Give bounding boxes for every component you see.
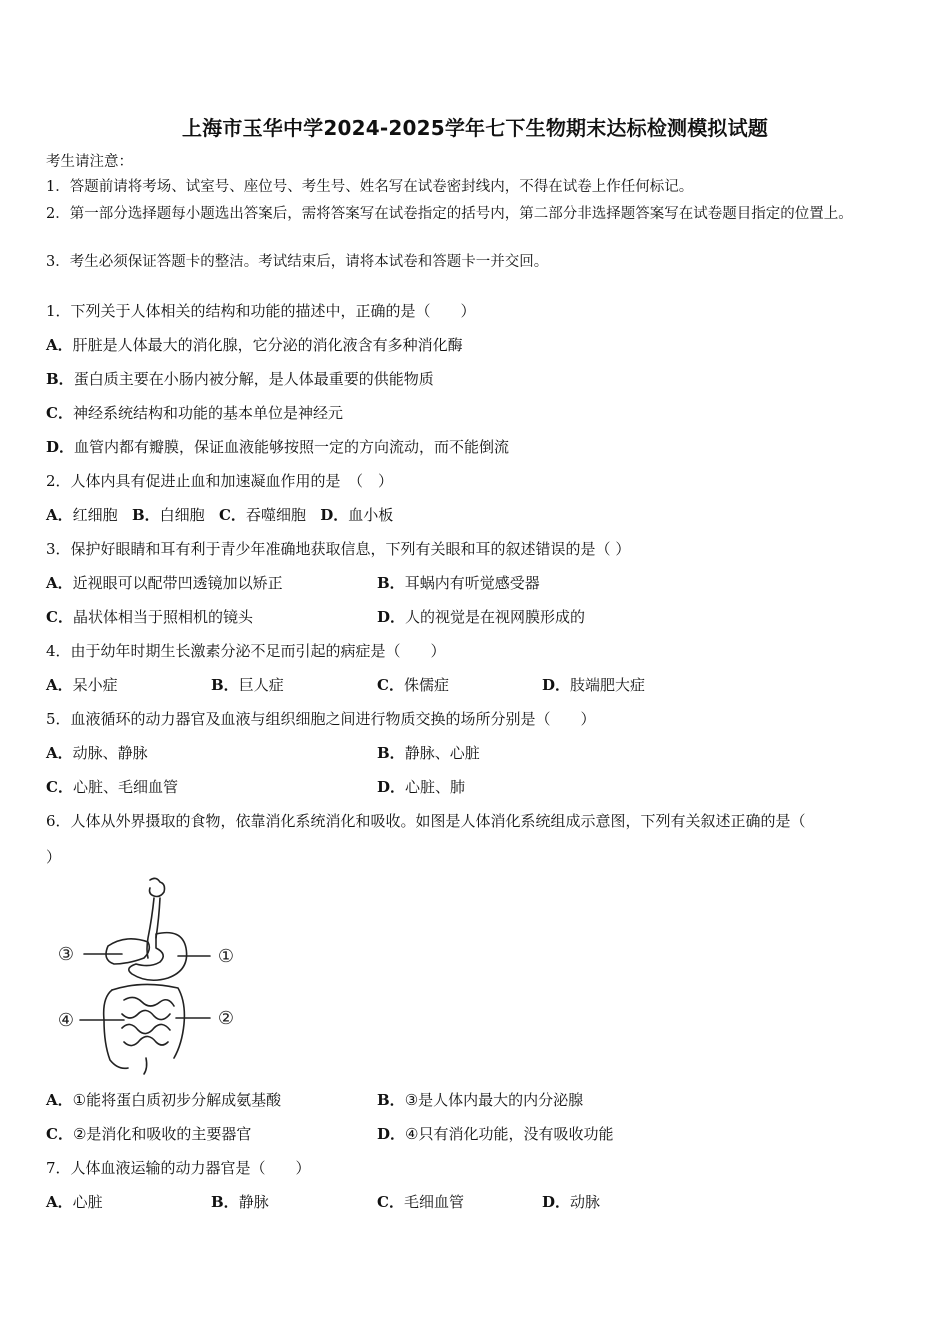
option-letter: A．: [46, 1193, 73, 1211]
option-text: 肢端肥大症: [570, 676, 646, 694]
option-d: [46, 437, 509, 457]
option-d: [377, 777, 465, 797]
option-a: [46, 1090, 281, 1110]
question-stem: 6．人体从外界摄取的食物，依靠消化系统消化和吸收。如图是人体消化系统组成示意图，下列有关叙述正确的是（: [46, 812, 806, 830]
option-letter: A．: [46, 676, 73, 694]
option-letter: B．: [46, 370, 74, 388]
option-text: 呆小症: [72, 676, 118, 694]
question-stem: 2．人体内具有促进止血和加速凝血作用的是 （ ）: [46, 472, 394, 490]
label-1: ①: [217, 946, 235, 967]
option-a: [46, 743, 148, 763]
option-letter: A．: [46, 744, 73, 762]
option-text: 肝脏是人体最大的消化腺，它分泌的消化液含有多种消化酶: [72, 336, 463, 354]
option-c: [46, 607, 253, 627]
small-intestine-outline: [122, 1010, 170, 1019]
option-text: ②是消化和吸收的主要器官: [72, 1125, 252, 1143]
option-text: 静脉: [238, 1193, 269, 1211]
option-a: [46, 1192, 103, 1212]
option-text: ④只有消化功能，没有吸收功能: [405, 1125, 614, 1143]
option-letter: C．: [46, 778, 73, 796]
rectum-outline: [144, 1058, 147, 1074]
option-letter: A．: [46, 1091, 73, 1109]
page-title: 上海市玉华中学2024-2025学年七下生物期末达标检测模拟试题: [181, 116, 769, 140]
option-letter: A．: [46, 574, 73, 592]
question-stem: 4．由于幼年时期生长激素分泌不足而引起的病症是（ ）: [46, 642, 446, 660]
option-text: 人的视觉是在视网膜形成的: [405, 608, 586, 626]
option-letter: B．: [377, 574, 405, 592]
option-text: 红细胞: [72, 506, 118, 524]
option-letter: D．: [320, 506, 349, 524]
notice-item: 3．考生必须保证答题卡的整洁。考试结束后，请将本试卷和答题卡一并交回。: [46, 254, 549, 270]
option-d: [377, 1124, 613, 1144]
option-letter: C．: [377, 1193, 404, 1211]
option-c: [377, 1192, 464, 1212]
question-stem-cont: ）: [46, 848, 62, 866]
option-a: [46, 675, 118, 695]
option-text: 动脉: [570, 1193, 601, 1211]
option-text: ①能将蛋白质初步分解成氨基酸: [72, 1091, 282, 1109]
option-letter: B．: [211, 676, 239, 694]
large-intestine-outline: [104, 990, 128, 1068]
option-a: [46, 573, 283, 593]
option-text: 毛细血管: [403, 1193, 464, 1211]
small-intestine-outline: [124, 997, 174, 1006]
option-text: 神经系统结构和功能的基本单位是神经元: [72, 404, 343, 422]
digestive-system-diagram: [50, 872, 250, 1077]
option-b: [211, 1192, 269, 1212]
option-letter: D．: [46, 438, 75, 456]
option-letter: D．: [377, 608, 406, 626]
option-letter: C．: [46, 608, 73, 626]
option-d: [542, 1192, 600, 1212]
option-b: [377, 1090, 583, 1110]
option-letter: D．: [377, 1125, 406, 1143]
option-text: 心脏: [72, 1193, 103, 1211]
label-3: ③: [57, 944, 75, 965]
esophagus-line: [156, 898, 160, 938]
option-d: [377, 607, 585, 627]
large-intestine-outline: [112, 984, 184, 1058]
option-letter: C．: [218, 506, 246, 524]
option-letter: D．: [377, 778, 406, 796]
option-letter: A．: [46, 506, 73, 524]
option-a: [46, 335, 463, 355]
option-letter: D．: [542, 676, 571, 694]
option-letter: C．: [46, 404, 73, 422]
notice-item: 1．答题前请将考场、试室号、座位号、考生号、姓名写在试卷密封线内，不得在试卷上作任何标记。: [46, 179, 694, 195]
liver-outline: [106, 939, 149, 964]
option-letter: B．: [211, 1193, 239, 1211]
option-c: [46, 777, 178, 797]
small-intestine-outline: [122, 1024, 170, 1033]
option-text: ③是人体内最大的内分泌腺: [404, 1091, 584, 1109]
option-text: 蛋白质主要在小肠内被分解，是人体最重要的供能物质: [73, 370, 434, 388]
option-row: [46, 505, 393, 525]
option-letter: B．: [131, 506, 160, 524]
mouth-outline: [150, 878, 165, 896]
option-c: [377, 675, 449, 695]
notice-heading: 考生请注意：: [46, 154, 133, 170]
option-d: [542, 675, 645, 695]
option-letter: D．: [542, 1193, 571, 1211]
option-letter: C．: [377, 676, 404, 694]
label-2: ②: [217, 1008, 235, 1029]
option-text: 血小板: [348, 506, 394, 524]
question-stem: 3．保护好眼睛和耳有利于青少年准确地获取信息，下列有关眼和耳的叙述错误的是（ ）: [46, 540, 631, 558]
option-letter: B．: [377, 744, 405, 762]
question-stem: 5．血液循环的动力器官及血液与组织细胞之间进行物质交换的场所分别是（ ）: [46, 710, 596, 728]
option-text: 晶状体相当于照相机的镜头: [72, 608, 253, 626]
label-4: ④: [57, 1010, 75, 1031]
question-stem: 1．下列关于人体相关的结构和功能的描述中，正确的是（ ）: [46, 302, 476, 320]
option-text: 侏儒症: [403, 676, 449, 694]
option-text: 动脉、静脉: [72, 744, 148, 762]
option-text: 静脉、心脏: [404, 744, 480, 762]
option-text: 吞噬细胞: [245, 506, 306, 524]
option-b: [377, 573, 540, 593]
esophagus-line: [147, 898, 154, 958]
option-b: [211, 675, 284, 695]
option-text: 心脏、毛细血管: [72, 778, 178, 796]
option-text: 近视眼可以配带凹透镜加以矫正: [72, 574, 283, 592]
option-text: 白细胞: [159, 506, 205, 524]
option-c: [46, 403, 343, 423]
option-text: 耳蜗内有听觉感受器: [404, 574, 540, 592]
notice-item: 2．第一部分选择题每小题选出答案后，需将答案写在试卷指定的括号内，第二部分非选择题答案写在试卷题目指定的位置上。: [46, 206, 853, 222]
option-text: 巨人症: [238, 676, 284, 694]
option-b: [377, 743, 480, 763]
option-b: [46, 369, 434, 389]
option-text: 心脏、肺: [405, 778, 466, 796]
option-text: 血管内都有瓣膜，保证血液能够按照一定的方向流动，而不能倒流: [74, 438, 510, 456]
question-stem: 7．人体血液运输的动力器官是（ ）: [46, 1159, 311, 1177]
option-letter: C．: [46, 1125, 73, 1143]
option-c: [46, 1124, 251, 1144]
small-intestine-outline: [124, 1036, 168, 1045]
option-letter: B．: [377, 1091, 405, 1109]
option-letter: A．: [46, 336, 73, 354]
